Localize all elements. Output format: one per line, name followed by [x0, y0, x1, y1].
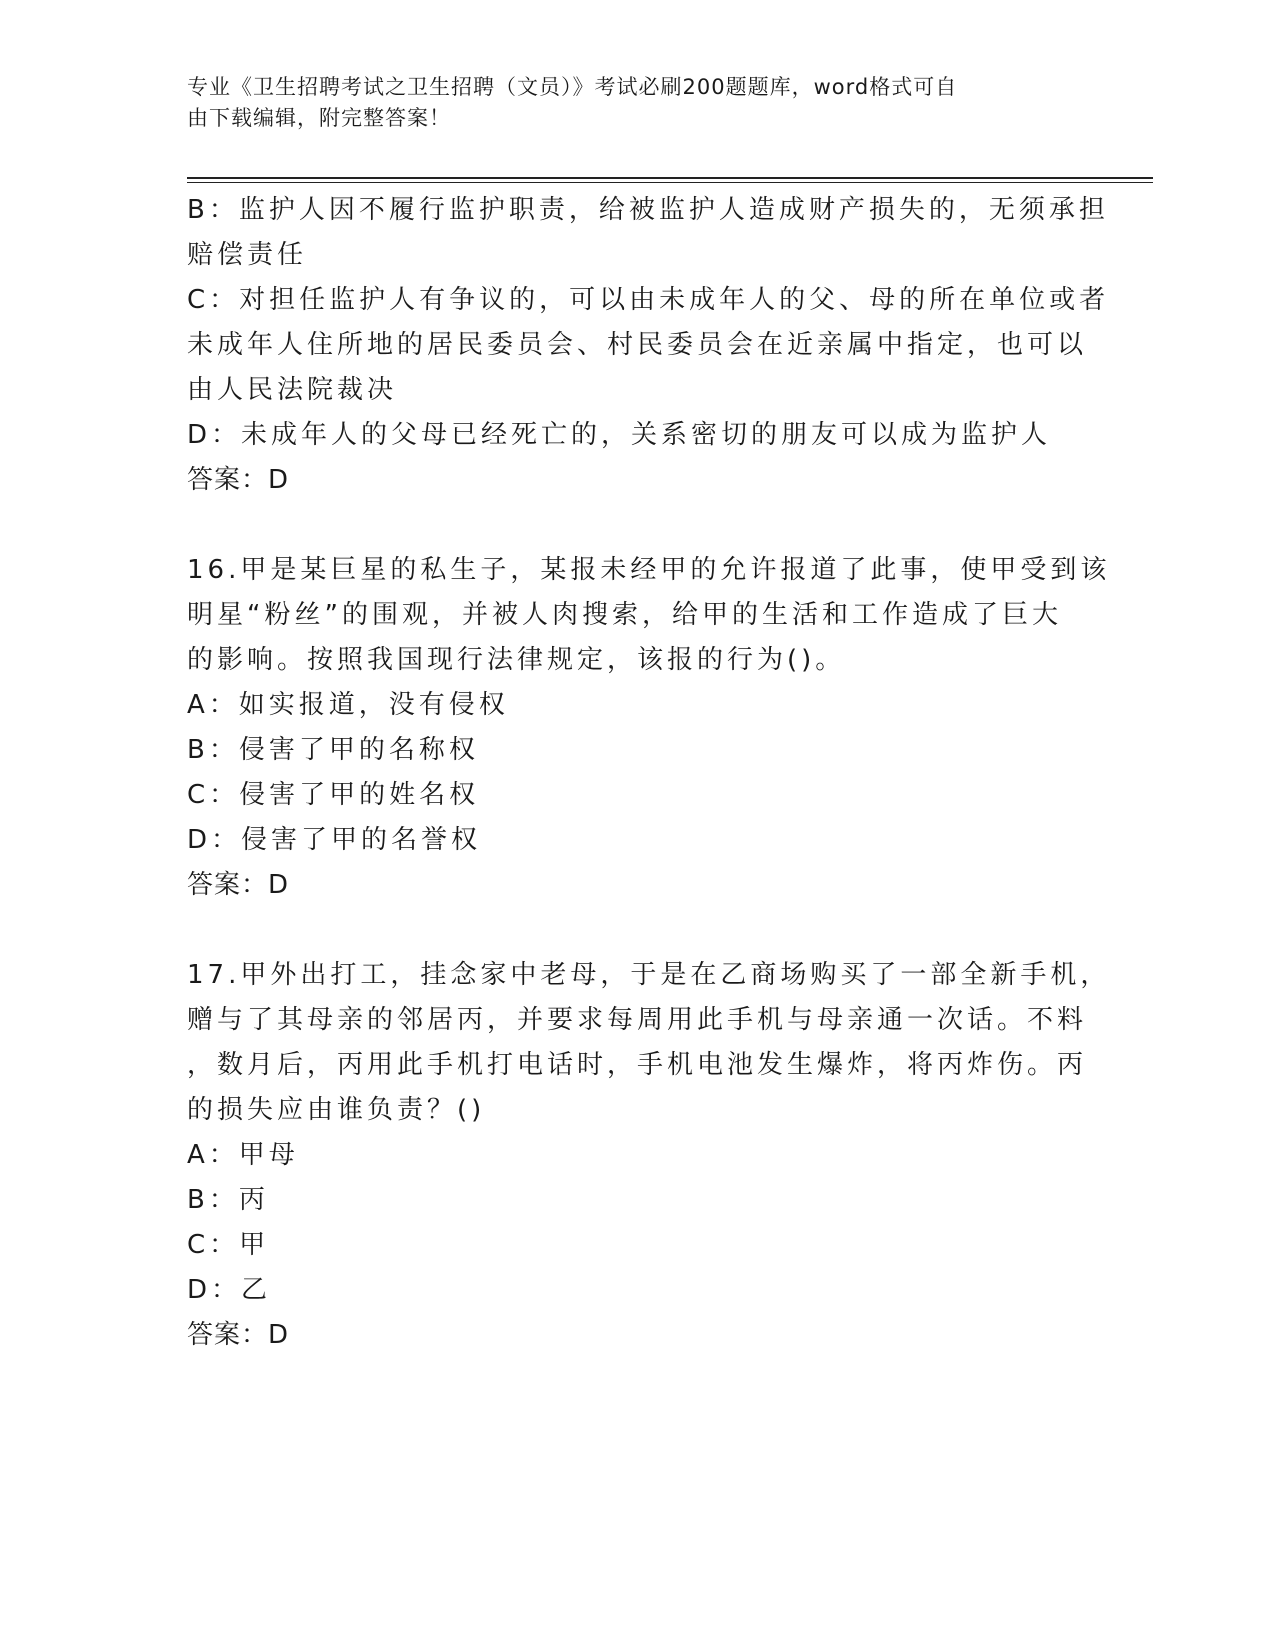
answer-line: 答案：D — [187, 870, 290, 900]
document-body — [187, 188, 1111, 1358]
option-d: D：乙 — [187, 1275, 272, 1305]
question-stem-line-1: 16.甲是某巨星的私生子，某报未经甲的允许报道了此事，使甲受到该 — [187, 555, 1111, 585]
option-b: B：侵害了甲的名称权 — [187, 735, 479, 765]
question-gap — [187, 908, 1067, 953]
question-16 — [187, 548, 1111, 908]
option-b-line-2: 赔偿责任 — [187, 240, 308, 270]
question-stem-line-4: 的损失应由谁负责？() — [187, 1095, 486, 1125]
option-d: D：未成年人的父母已经死亡的，关系密切的朋友可以成为监护人 — [187, 420, 1052, 450]
header-divider — [187, 177, 1153, 179]
previous-question-block — [187, 188, 1110, 503]
question-stem-line-3: 的影响。按照我国现行法律规定，该报的行为()。 — [187, 645, 846, 675]
header-divider-thin — [187, 182, 1153, 183]
question-gap — [187, 503, 1067, 548]
option-b: B：丙 — [187, 1185, 269, 1215]
option-a: A：如实报道，没有侵权 — [187, 690, 509, 720]
option-c: C：甲 — [187, 1230, 270, 1260]
answer-line: 答案：D — [187, 465, 290, 495]
question-stem-line-2: 明星“粉丝”的围观，并被人肉搜索，给甲的生活和工作造成了巨大 — [187, 600, 1062, 630]
option-c-line-2: 未成年人住所地的居民委员会、村民委员会在近亲属中指定，也可以 — [187, 330, 1088, 360]
question-stem-line-2: 赠与了其母亲的邻居丙，并要求每周用此手机与母亲通一次话。不料 — [187, 1005, 1088, 1035]
option-c-line-1: C：对担任监护人有争议的，可以由未成年人的父、母的所在单位或者 — [187, 285, 1110, 315]
question-17 — [187, 953, 1111, 1358]
question-stem-line-3: ，数月后，丙用此手机打电话时，手机电池发生爆炸，将丙炸伤。丙 — [187, 1050, 1088, 1080]
answer-line: 答案：D — [187, 1320, 290, 1350]
option-d: D：侵害了甲的名誉权 — [187, 825, 482, 855]
option-c-line-3: 由人民法院裁决 — [187, 375, 398, 405]
option-c: C：侵害了甲的姓名权 — [187, 780, 480, 810]
header-title-line-1: 专业《卫生招聘考试之卫生招聘（文员）》考试必刷200题题库，word格式可自 — [187, 75, 958, 99]
header-title-line-2: 由下载编辑，附完整答案！ — [187, 106, 451, 130]
option-b-line-1: B：监护人因不履行监护职责，给被监护人造成财产损失的，无须承担 — [187, 195, 1109, 225]
question-stem-line-1: 17.甲外出打工，挂念家中老母，于是在乙商场购买了一部全新手机， — [187, 960, 1111, 990]
option-a: A：甲母 — [187, 1140, 299, 1170]
document-header — [187, 72, 1067, 134]
